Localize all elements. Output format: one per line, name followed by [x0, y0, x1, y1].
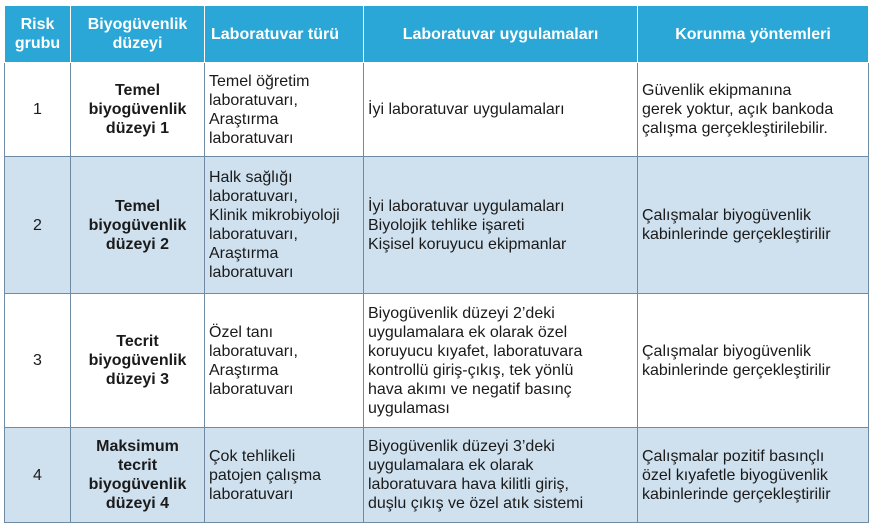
cell-text-line: düzeyi 4 [105, 495, 170, 512]
cell-text-line: özel kıyafetle biyogüvenlik [642, 466, 828, 484]
cell-text-line: patojen çalışma [209, 466, 322, 484]
cell-text-line: Temel [114, 82, 161, 99]
header-protection-methods: Korunma yöntemleri [638, 6, 869, 63]
biosafety-level-cell [71, 294, 205, 428]
cell-text-line: Klinik mikrobiyoloji [209, 207, 340, 224]
cell-text-line: biyogüvenlik [88, 476, 187, 493]
cell-text-line: kontrollü giriş-çıkış, tek yönlü [368, 361, 574, 379]
cell-text-line: biyogüvenlik [88, 216, 187, 234]
table-row [5, 428, 869, 523]
cell-text-line: İyi laboratuvar uygulamaları [368, 197, 565, 215]
cell-text-line: hava akımı ve negatif basınç [368, 380, 572, 398]
cell-text-line: çalışma gerçekleştirilebilir. [642, 120, 828, 137]
biosafety-levels-table [4, 5, 869, 523]
biosafety-level-cell [71, 157, 205, 294]
cell-text-line: laboratuvarı, [209, 226, 298, 243]
biosafety-table-container [4, 5, 868, 517]
cell-text-line: duşlu çıkış ve özel atık sistemi [368, 495, 584, 512]
biosafety-level-cell [71, 63, 205, 157]
cell-text-line: Temel öğretim [209, 72, 310, 90]
risk-group-cell: 2 [5, 157, 71, 294]
cell-text-line: laboratuvara hava kilitli giriş, [368, 476, 569, 493]
table-row [5, 294, 869, 428]
cell-text-line: Çok tehlikeli [209, 447, 296, 465]
cell-text-line: Araştırma [209, 361, 279, 379]
cell-text-line: Maksimum [96, 438, 179, 455]
lab-type-cell [205, 294, 364, 428]
protection-cell [638, 157, 869, 294]
cell-text-line: laboratuvarı [209, 485, 294, 503]
cell-text-line: Araştırma [209, 110, 279, 128]
cell-text-line: Özel tanı [209, 323, 274, 341]
header-text-line: Risk [20, 16, 55, 33]
lab-practices-cell [364, 63, 638, 157]
cell-text-line: kabinlerinde gerçekleştirilir [642, 361, 831, 379]
cell-text-line: Biyolojik tehlike işareti [368, 216, 525, 234]
cell-text-line: Güvenlik ekipmanına [642, 82, 792, 99]
cell-text-line: kabinlerinde gerçekleştirilir [642, 485, 831, 503]
cell-text-line: Araştırma [209, 245, 279, 262]
table-header-row [5, 6, 869, 63]
cell-text-line: düzeyi 2 [105, 235, 170, 253]
cell-text-line: Çalışmalar biyogüvenlik [642, 342, 811, 360]
cell-text-line: Biyogüvenlik düzeyi 3’deki [368, 438, 555, 455]
header-biosafety-level [71, 6, 205, 63]
cell-text-line: gerek yoktur, açık bankoda [642, 101, 834, 118]
header-lab-type: Laboratuvar türü [205, 6, 364, 63]
cell-text-line: laboratuvarı [209, 129, 294, 147]
header-risk-group [5, 6, 71, 63]
header-text-line: grubu [14, 35, 61, 52]
risk-group-cell: 3 [5, 294, 71, 428]
header-text-line: Biyogüvenlik [87, 16, 188, 33]
cell-text-line: koruyucu kıyafet, laboratuvara [368, 342, 583, 360]
cell-text-line: İyi laboratuvar uygulamaları [368, 101, 565, 118]
cell-text-line: Çalışmalar pozitif basınçlı [642, 447, 825, 465]
biosafety-level-cell [71, 428, 205, 523]
lab-practices-cell [364, 428, 638, 523]
cell-text-line: uygulaması [368, 399, 450, 417]
risk-group-cell: 1 [5, 63, 71, 157]
cell-text-line: Çalışmalar biyogüvenlik [642, 207, 811, 224]
cell-text-line: uygulamalara ek olarak [368, 457, 534, 474]
cell-text-line: biyogüvenlik [88, 101, 187, 118]
cell-text-line: laboratuvarı, [209, 342, 298, 360]
cell-text-line: Halk sağlığı [209, 169, 293, 186]
cell-text-line: Tecrit [116, 333, 159, 350]
cell-text-line: Kişisel koruyucu ekipmanlar [368, 235, 567, 253]
cell-text-line: tecrit [117, 457, 158, 474]
lab-practices-cell [364, 157, 638, 294]
cell-text-line: biyogüvenlik [88, 352, 187, 369]
cell-text-line: laboratuvarı [209, 264, 294, 281]
protection-cell [638, 63, 869, 157]
header-lab-practices: Laboratuvar uygulamaları [364, 6, 638, 63]
cell-text-line: uygulamalara ek olarak özel [368, 323, 568, 341]
cell-text-line: laboratuvarı [209, 380, 294, 398]
lab-type-cell [205, 157, 364, 294]
cell-text-line: kabinlerinde gerçekleştirilir [642, 226, 831, 243]
cell-text-line: laboratuvarı, [209, 91, 298, 109]
cell-text-line: düzeyi 3 [105, 371, 170, 388]
cell-text-line: Temel [114, 197, 161, 215]
header-text-line: düzeyi [112, 35, 163, 52]
cell-text-line: laboratuvarı, [209, 188, 298, 205]
cell-text-line: Biyogüvenlik düzeyi 2’deki [368, 304, 555, 322]
table-row [5, 63, 869, 157]
table-row [5, 157, 869, 294]
protection-cell [638, 428, 869, 523]
protection-cell [638, 294, 869, 428]
lab-type-cell [205, 428, 364, 523]
risk-group-cell: 4 [5, 428, 71, 523]
cell-text-line: düzeyi 1 [105, 120, 170, 137]
lab-practices-cell [364, 294, 638, 428]
lab-type-cell [205, 63, 364, 157]
